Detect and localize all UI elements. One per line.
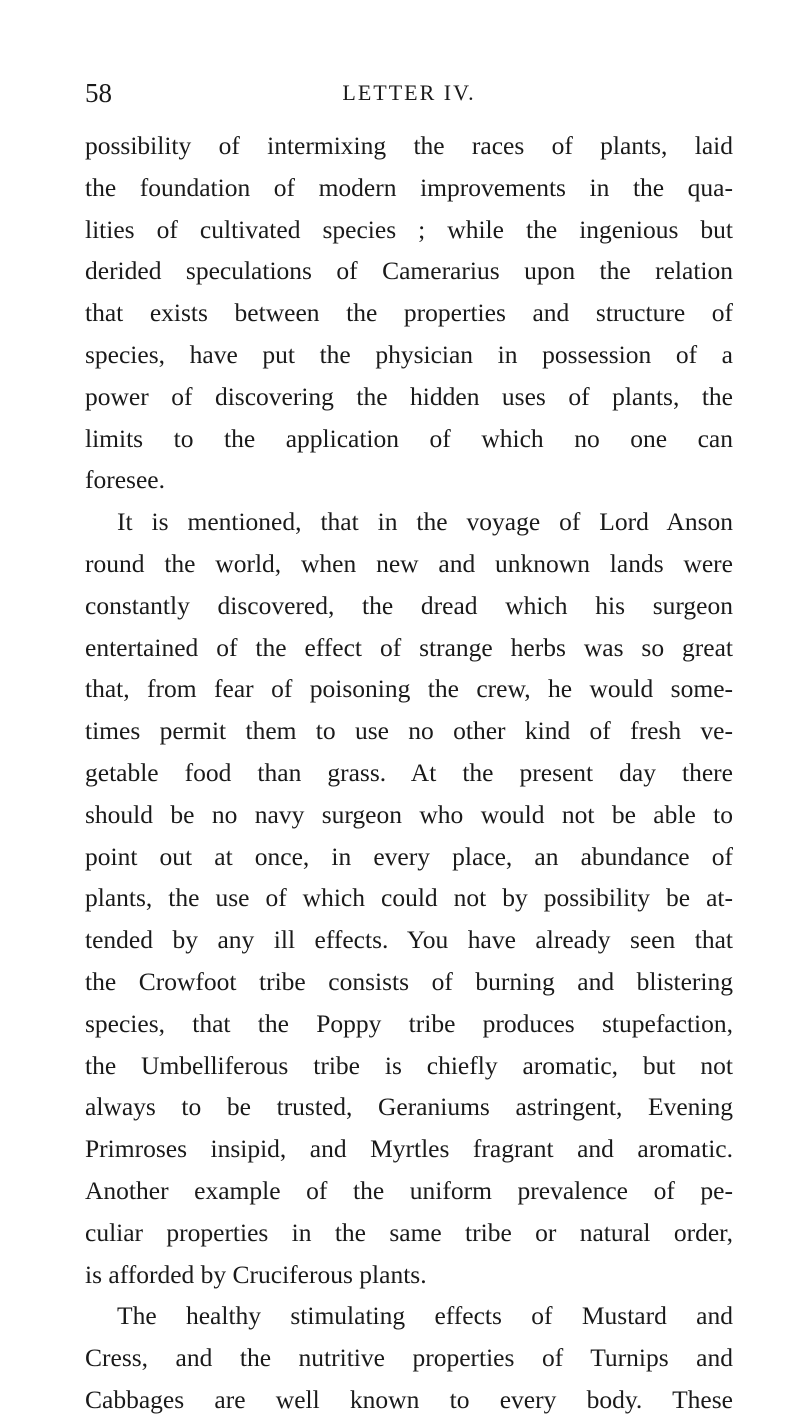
text-line: Cabbages are well known to every body. These — [85, 1384, 733, 1414]
text-line: Cress, and the nutritive properties of Turnips and — [85, 1343, 733, 1373]
text-line: always to be trusted, Geraniums astringent, Evening — [85, 1092, 733, 1122]
text-line: entertained of the effect of strange herbs was so great — [85, 632, 733, 662]
text-line: possibility of intermixing the races of plants, laid — [85, 131, 733, 160]
text-line: Another example of the uniform prevalence of pe- — [85, 1175, 733, 1205]
text-line: the foundation of modern improvements in the qua- — [85, 172, 733, 202]
text-line: point out at once, in every place, an abundance of — [85, 841, 733, 871]
text-line: Primroses insipid, and Myrtles fragrant and aromatic. — [85, 1134, 733, 1164]
text-line: should be no navy surgeon who would not be able to — [85, 799, 733, 829]
text-line: species, that the Poppy tribe produces stupefaction, — [85, 1008, 733, 1038]
body-text — [85, 125, 733, 1421]
page-number: 58 — [85, 78, 112, 108]
page-header — [85, 76, 733, 110]
text-line: that, from fear of poisoning the crew, he would some- — [85, 674, 733, 704]
text-line: that exists between the properties and structure of — [85, 298, 733, 328]
text-line: tended by any ill effects. You have already seen that — [85, 925, 733, 955]
text-line: the Crowfoot tribe consists of burning and blistering — [85, 966, 733, 996]
text-line: It is mentioned, that in the voyage of Lord Anson — [117, 507, 733, 537]
text-line: derided speculations of Camerarius upon the relation — [85, 256, 733, 286]
text-line: is afforded by Cruciferous plants. — [85, 1259, 427, 1289]
text-line: limits to the application of which no one can — [85, 423, 733, 453]
text-line: the Umbelliferous tribe is chiefly aromatic, but not — [85, 1050, 733, 1080]
text-line: foresee. — [85, 465, 165, 495]
text-line: power of discovering the hidden uses of plants, the — [85, 381, 733, 411]
text-line: times permit them to use no other kind of fresh ve- — [85, 716, 733, 746]
text-line: round the world, when new and unknown lands were — [85, 548, 733, 578]
text-line: plants, the use of which could not by possibility be at- — [85, 883, 733, 913]
running-head: LETTER IV. — [342, 80, 476, 105]
text-line: culiar properties in the same tribe or natural order, — [85, 1217, 733, 1247]
text-line: getable food than grass. At the present day there — [85, 757, 733, 787]
text-line: lities of cultivated species ; while the ingenious but — [85, 214, 733, 244]
text-line: constantly discovered, the dread which his surgeon — [85, 590, 733, 620]
text-line: species, have put the physician in possession of a — [85, 339, 733, 369]
text-line: The healthy stimulating effects of Mustard and — [117, 1301, 733, 1331]
